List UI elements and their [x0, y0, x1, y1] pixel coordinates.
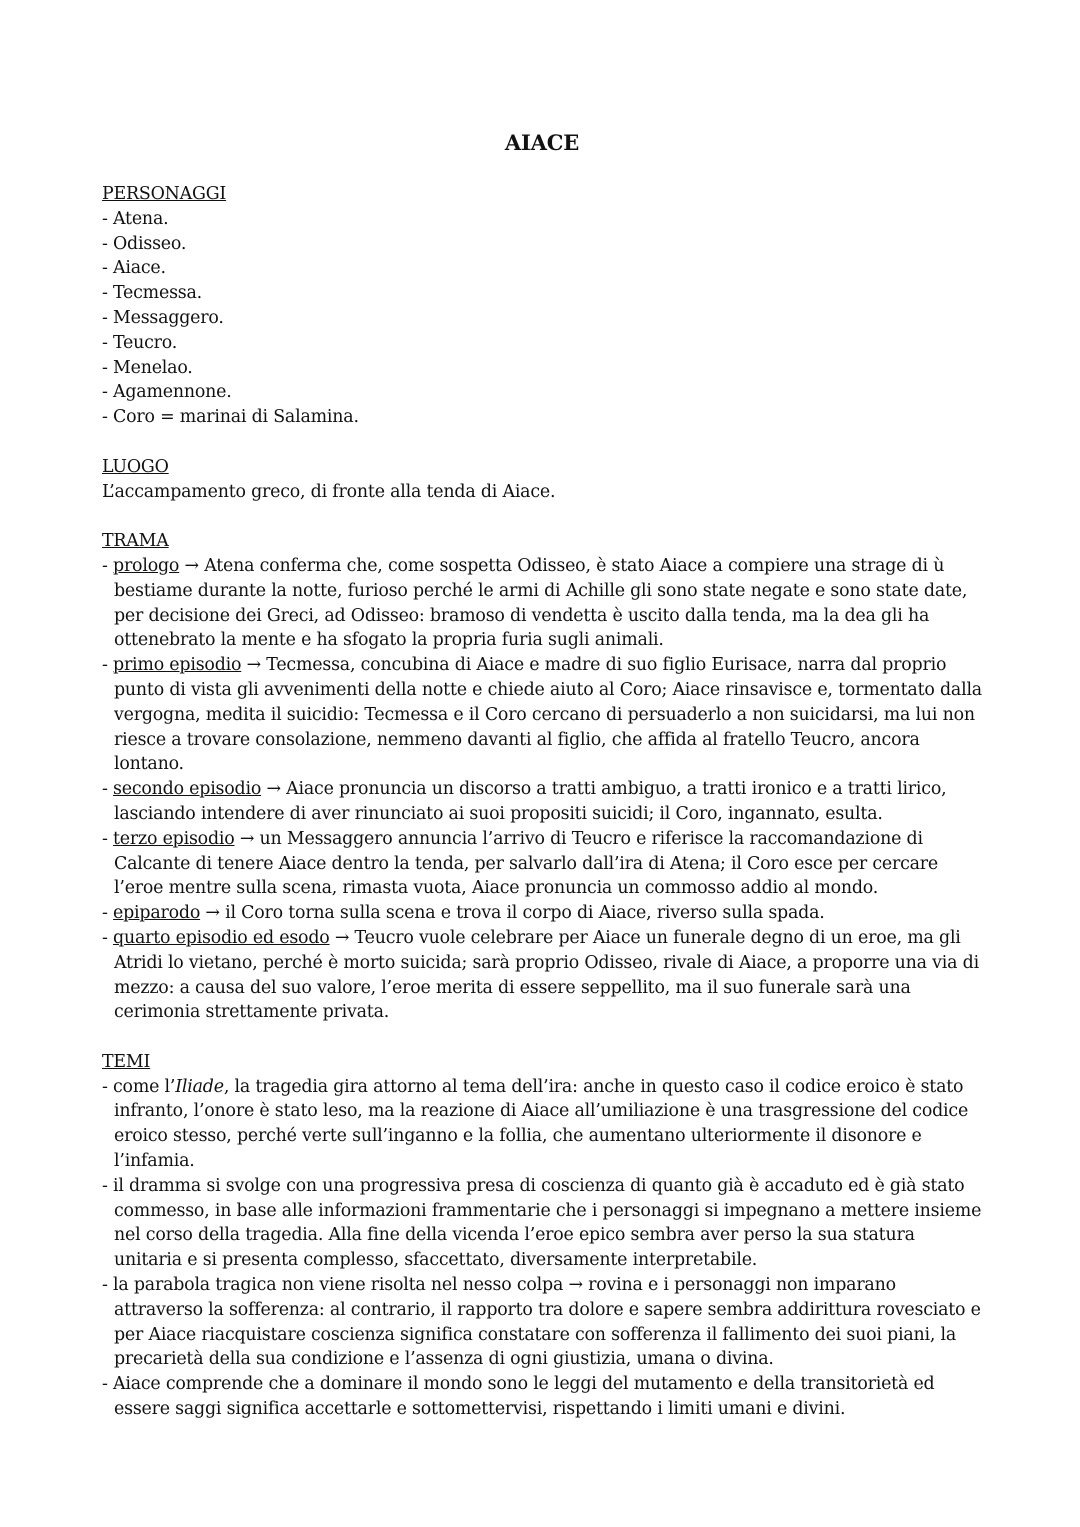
item-label: terzo episodio [113, 828, 235, 849]
document-page [102, 128, 982, 1422]
item-text: → Atena conferma che, come sospetta Odisseo, è stato Aiace a compiere una strage di ù bestiame durante la notte, furioso perché le armi di Achille gli sono state negate e sono state date, per decisione dei Greci, ad Odisseo: bramoso di vendetta è uscito dalla tenda, ma la dea gli ha ottenebrato la mente e ha sfogato la propria furia sugli animali. [114, 555, 968, 651]
list-item: - quarto episodio ed esodo → Teucro vuole celebrare per Aiace un funerale degno di un eroe, ma gli Atridi lo vietano, perché è morto suicida; sarà proprio Odisseo, rivale di Aiace, a proporre una via di mezzo: a causa del suo valore, l’eroe merita di essere seppellito, ma il suo funerale sarà una cerimonia strettamente privata. [102, 927, 979, 1023]
section-heading-personaggi: PERSONAGGI [102, 184, 227, 204]
section-heading-luogo: LUOGO [102, 456, 169, 477]
list-item: - Teucro. [102, 332, 178, 353]
item-text: → Teucro vuole celebrare per Aiace un funerale degno di un eroe, ma gli Atridi lo vietano, perché è morto suicida; sarà proprio Odisseo, rivale di Aiace, a proporre una via di mezzo: a causa del suo valore, l’eroe merita di essere seppellito, ma il suo funerale sarà una cerimonia strettamente privata. [114, 927, 979, 1023]
list-item: - Odisseo. [102, 233, 187, 254]
list-item: - Menelao. [102, 357, 193, 378]
item-text: , la tragedia gira attorno al tema dell’ira: anche in questo caso il codice eroico è stato infranto, l’onore è stato leso, ma la reazione di Aiace all’umiliazione è una trasgressione del codice eroico stesso, perché verte sull’inganno e la follia, che aumentano ulteriormente il disonore e l’infamia. [114, 1076, 969, 1172]
list-item: - Atena. [102, 208, 169, 229]
list-item: - terzo episodio → un Messaggero annuncia l’arrivo di Teucro e riferisce la raccomandazione di Calcante di tenere Aiace dentro la tenda, per salvarlo dall’ira di Atena; il Coro esce per cercare l’eroe mentre sulla scena, rimasta vuota, Aiace pronuncia un commosso addio al mondo. [102, 828, 939, 899]
list-item: - Aiace comprende che a dominare il mondo sono le leggi del mutamento e della transitorietà ed essere saggi significa accettarle e sottomettervisi, rispettando i limiti umani e divini. [102, 1374, 935, 1420]
item-label: epiparodo [113, 903, 201, 924]
list-item: - Messaggero. [102, 307, 224, 328]
item-text: → Tecmessa, concubina di Aiace e madre di suo figlio Eurisace, narra dal proprio punto di vista gli avvenimenti della notte e chiede aiuto al Coro; Aiace rinsavisce e, tormentato dalla vergogna, medita il suicidio: Tecmessa e il Coro cercano di persuaderlo a non suicidarsi, ma lui non riesce a trovare consolazione, nemmeno davanti al figlio, che affida al fratello Teucro, ancora lontano. [114, 655, 982, 775]
trama-list [102, 554, 982, 1025]
book-title: Iliade [175, 1076, 224, 1097]
temi-list [102, 1075, 982, 1422]
item-text: - come l’ [102, 1076, 176, 1097]
list-item: - la parabola tragica non viene risolta nel nesso colpa → rovina e i personaggi non imparano attraverso la sofferenza: al contrario, il rapporto tra dolore e sapere sembra addirittura rovesciato e per Aiace riacquistare coscienza significa constatare con sofferenza il fallimento dei suoi piani, la precarietà della sua condizione e l’assenza di ogni giustizia, umana o divina. [102, 1275, 981, 1370]
list-item: - secondo episodio → Aiace pronuncia un discorso a tratti ambiguo, a tratti ironico e a tratti lirico, lasciando intendere di aver rinunciato ai suoi propositi suicidi; il Coro, ingannato, esulta. [102, 779, 947, 824]
section-heading-temi: TEMI [102, 1051, 151, 1072]
item-label: quarto episodio ed esodo [113, 927, 330, 948]
page-title: AIACE [504, 130, 580, 155]
list-item: - Coro = marinai di Salamina. [102, 407, 359, 428]
list-item: - Tecmessa. [102, 283, 203, 304]
list-item: - prologo → Atena conferma che, come sospetta Odisseo, è stato Aiace a compiere una strage di ù bestiame durante la notte, furioso perché le armi di Achille gli sono state negate e sono state date, per decisione dei Greci, ad Odisseo: bramoso di vendetta è uscito dalla tenda, ma la dea gli ha ottenebrato la mente e ha sfogato la propria furia sugli animali. [102, 555, 968, 651]
list-item: - Agamennone. [102, 382, 232, 403]
item-label: prologo [113, 555, 180, 576]
list-item: - il dramma si svolge con una progressiva presa di coscienza di quanto già è accaduto ed è già stato commesso, in base alle informazioni frammentarie che i personaggi si impegnano a mettere insieme nel corso della tragedia. Alla fine della vicenda l’eroe epico sembra aver perso la sua statura unitaria e si presenta complesso, sfaccettato, diversamente interpretabile. [102, 1175, 982, 1271]
section-heading-trama: TRAMA [102, 531, 169, 552]
list-item: - Aiace. [102, 258, 166, 279]
list-item: - epiparodo → il Coro torna sulla scena e trova il corpo di Aiace, riverso sulla spada. [102, 903, 825, 924]
item-text: → un Messaggero annuncia l’arrivo di Teucro e riferisce la raccomandazione di Calcante di tenere Aiace dentro la tenda, per salvarlo dall’ira di Atena; il Coro esce per cercare l’eroe mentre sulla scena, rimasta vuota, Aiace pronuncia un commosso addio al mondo. [114, 828, 939, 899]
item-text: → il Coro torna sulla scena e trova il corpo di Aiace, riverso sulla spada. [200, 903, 825, 924]
personaggi-list [102, 207, 982, 430]
luogo-text: L’accampamento greco, di fronte alla tenda di Aiace. [102, 481, 556, 502]
list-item [102, 1075, 982, 1174]
item-label: primo episodio [113, 655, 242, 676]
list-item: - primo episodio → Tecmessa, concubina di Aiace e madre di suo figlio Eurisace, narra dal proprio punto di vista gli avvenimenti della notte e chiede aiuto al Coro; Aiace rinsavisce e, tormentato dalla vergogna, medita il suicidio: Tecmessa e il Coro cercano di persuaderlo a non suicidarsi, ma lui non riesce a trovare consolazione, nemmeno davanti al figlio, che affida al fratello Teucro, ancora lontano. [102, 655, 982, 775]
item-label: secondo episodio [113, 779, 262, 800]
item-text: → Aiace pronuncia un discorso a tratti ambiguo, a tratti ironico e a tratti lirico, lasciando intendere di aver rinunciato ai suoi propositi suicidi; il Coro, ingannato, esulta. [114, 779, 947, 824]
